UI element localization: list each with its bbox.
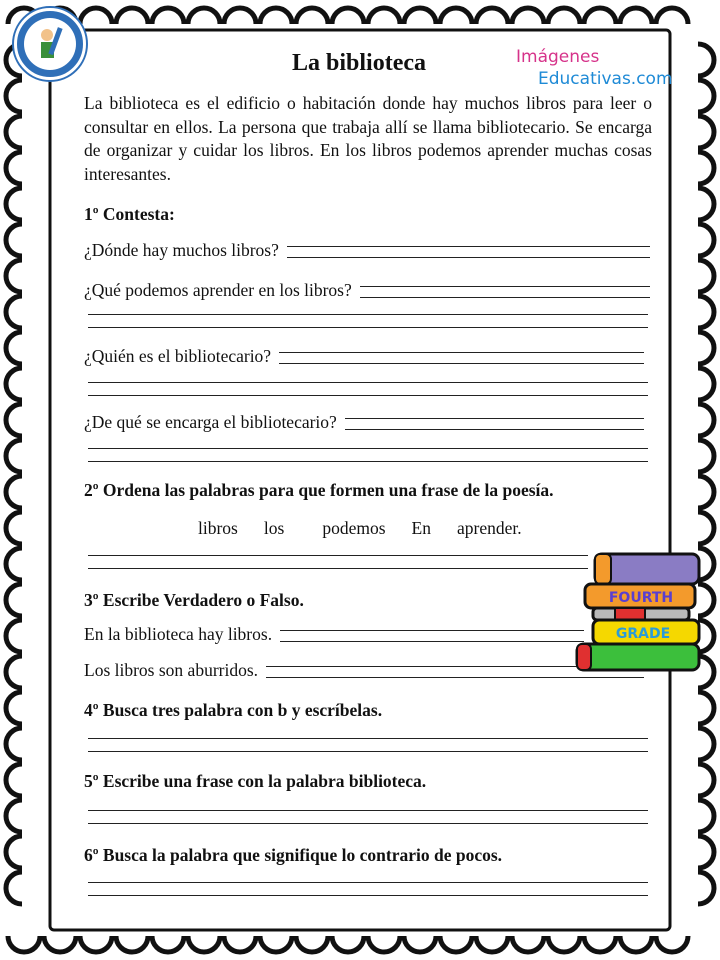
border-scallop [440, 8, 472, 24]
border-scallop [6, 260, 22, 292]
section-5-heading: 5º Escribe una frase con la palabra biblioteca. [84, 771, 427, 791]
border-scallop [116, 8, 148, 24]
brand-line-2: Educativas.com [538, 69, 673, 89]
border-scallop [512, 936, 544, 952]
border-scallop [6, 764, 22, 796]
border-scallop [6, 188, 22, 220]
border-scallop [404, 8, 436, 24]
border-scallop [476, 936, 508, 952]
border-scallop [698, 44, 714, 76]
border-scallop [260, 936, 292, 952]
border-scallop [152, 8, 184, 24]
answer-line[interactable] [287, 243, 650, 261]
question-text: ¿Qué podemos aprender en los libros? [84, 280, 352, 300]
border-scallop [6, 872, 22, 904]
border-scallop [152, 936, 184, 952]
border-scallop [656, 936, 688, 952]
statement-text: En la biblioteca hay libros. [84, 624, 273, 644]
answer-line[interactable] [280, 627, 584, 645]
answer-line[interactable] [88, 738, 648, 739]
word-item: En [411, 518, 431, 538]
border-scallop [698, 152, 714, 184]
border-scallop [6, 116, 22, 148]
border-scallop [6, 224, 22, 256]
word-item: aprender. [456, 518, 522, 538]
question-text: ¿Dónde hay muchos libros? [84, 240, 279, 260]
answer-line[interactable] [88, 810, 648, 811]
border-scallop [698, 764, 714, 796]
border-scallop [698, 116, 714, 148]
border-scallop [584, 936, 616, 952]
worksheet [62, 40, 673, 920]
answer-line[interactable] [360, 283, 650, 301]
border-scallop [6, 656, 22, 688]
question-row [84, 346, 644, 367]
border-scallop [548, 936, 580, 952]
border-scallop [698, 368, 714, 400]
answer-line[interactable] [88, 382, 648, 383]
question-text: ¿Quién es el bibliotecario? [84, 346, 272, 366]
section-4-heading: 4º Busca tres palabra con b y escríbelas. [84, 700, 383, 720]
border-scallop [698, 80, 714, 112]
answer-line[interactable] [88, 568, 588, 569]
book-label-grade: GRADE [615, 626, 671, 642]
border-scallop [698, 872, 714, 904]
border-scallop [188, 8, 220, 24]
book-green [577, 644, 699, 670]
border-scallop [698, 440, 714, 472]
border-scallop [260, 8, 292, 24]
border-scallop [698, 224, 714, 256]
border-scallop [6, 440, 22, 472]
word-item: libros [198, 518, 238, 538]
border-scallop [698, 836, 714, 868]
border-scallop [698, 512, 714, 544]
question-row [84, 240, 650, 261]
section-2-heading: 2º Ordena las palabras para que formen una frase de la poesía. [84, 480, 554, 500]
border-scallop [188, 936, 220, 952]
answer-line[interactable] [88, 314, 648, 315]
answer-line[interactable] [88, 555, 588, 556]
word-item: podemos [322, 518, 386, 538]
border-scallop [6, 368, 22, 400]
border-scallop [6, 728, 22, 760]
statement-row [84, 660, 644, 681]
brand-line-1: Imágenes [516, 47, 600, 67]
border-scallop [6, 800, 22, 832]
border-scallop [116, 936, 148, 952]
page-title: La biblioteca [292, 50, 427, 76]
border-scallop [698, 296, 714, 328]
answer-line[interactable] [88, 882, 648, 883]
border-scallop [44, 936, 76, 952]
books-stack-illustration [575, 552, 703, 676]
border-scallop [80, 936, 112, 952]
border-scallop [80, 8, 112, 24]
answer-line[interactable] [345, 415, 644, 433]
section-1-heading: 1º Contesta: [84, 204, 175, 224]
border-scallop [6, 404, 22, 436]
answer-line[interactable] [88, 751, 648, 752]
border-scallop [368, 8, 400, 24]
answer-line[interactable] [88, 461, 648, 462]
border-scallop [698, 692, 714, 724]
border-scallop [404, 936, 436, 952]
border-scallop [698, 188, 714, 220]
border-scallop [584, 8, 616, 24]
answer-line[interactable] [88, 395, 648, 396]
question-row [84, 280, 650, 301]
intro-paragraph: La biblioteca es el edificio o habitación donde hay muchos libros para leer o consultar en ellos. La persona que trabaja allí se llama bibliotecario. Se encarga de organizar y cuidar los libros. En los libros podemos aprender muchas cosas interesantes. [84, 93, 652, 184]
border-scallop [6, 836, 22, 868]
border-scallop [224, 936, 256, 952]
border-scallop [476, 8, 508, 24]
statement-text: Los libros son aburridos. [84, 660, 259, 680]
border-scallop [8, 936, 40, 952]
border-scallop [512, 8, 544, 24]
answer-line[interactable] [88, 448, 648, 449]
border-scallop [6, 476, 22, 508]
border-scallop [332, 8, 364, 24]
border-scallop [620, 8, 652, 24]
border-scallop [6, 512, 22, 544]
border-scallop [296, 8, 328, 24]
border-scallop [6, 332, 22, 364]
answer-line[interactable] [88, 895, 648, 896]
border-scallop [6, 296, 22, 328]
border-scallop [368, 936, 400, 952]
border-scallop [296, 936, 328, 952]
answer-line[interactable] [88, 327, 648, 328]
border-scallop [6, 692, 22, 724]
question-row [84, 412, 644, 433]
border-scallop [6, 548, 22, 580]
scrambled-words [198, 518, 522, 539]
border-scallop [698, 800, 714, 832]
border-scallop [6, 152, 22, 184]
border-scallop [620, 936, 652, 952]
border-scallop [6, 584, 22, 616]
border-scallop [656, 8, 688, 24]
border-scallop [6, 80, 22, 112]
border-scallop [698, 260, 714, 292]
section-3-heading: 3º Escribe Verdadero o Falso. [84, 590, 304, 610]
border-scallop [548, 8, 580, 24]
statement-row [84, 624, 584, 645]
question-text: ¿De qué se encarga el bibliotecario? [84, 412, 337, 432]
border-scallop [332, 936, 364, 952]
border-scallop [698, 728, 714, 760]
border-scallop [698, 332, 714, 364]
section-6-heading: 6º Busca la palabra que signifique lo contrario de pocos. [84, 845, 503, 865]
word-item: los [263, 518, 285, 538]
book-label-fourth: FOURTH [608, 590, 674, 606]
answer-line[interactable] [279, 349, 644, 367]
brand-logo [516, 46, 673, 90]
border-scallop [6, 620, 22, 652]
border-scallop [440, 936, 472, 952]
border-scallop [698, 476, 714, 508]
border-scallop [698, 404, 714, 436]
border-scallop [224, 8, 256, 24]
answer-line[interactable] [88, 823, 648, 824]
